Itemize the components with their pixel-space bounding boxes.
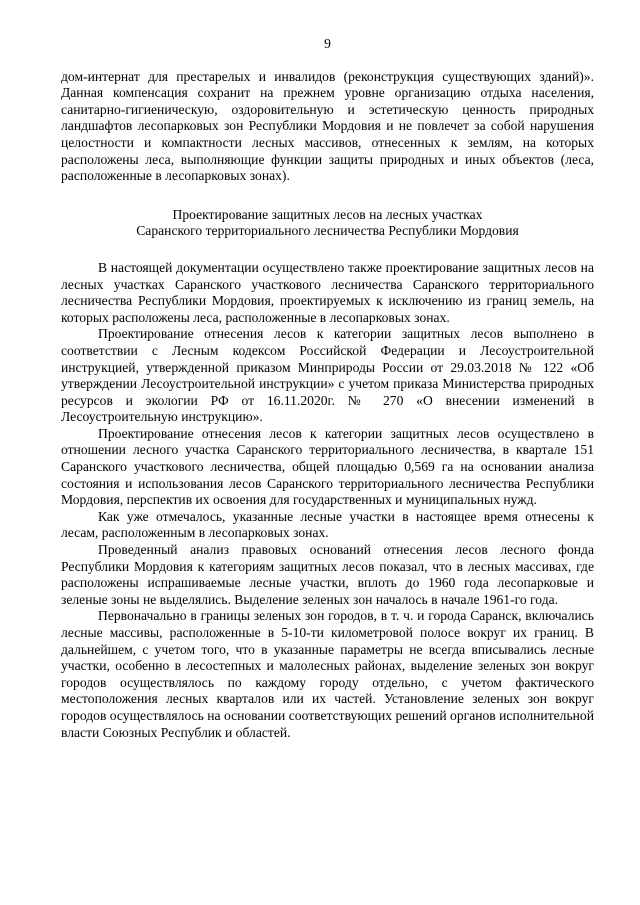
intro-paragraph: дом-интернат для престарелых и инвалидов (реконструкция существующих зданий)». Данная компенсация сохранит на прежнем уровне организацию отдыха населения, санитарно-гигиеническую, оздоровительную и эстетическую ценность природных ландшафтов лесопарковых зон Республики Мордовия и не повлечет за собой нарушения целостности и компактности лесных массивов, отнесенных к землям, на которых расположены леса, выполняющие функции защиты природных и иных объектов (леса, расположенные в лесопарковых зонах). bbox=[61, 68, 594, 184]
section-heading-line-1: Проектирование защитных лесов на лесных участках bbox=[172, 206, 483, 222]
section-heading bbox=[61, 207, 594, 240]
paragraph: Как уже отмечалось, указанные лесные участки в настоящее время отнесены к лесам, расположенным в лесопарковых зонах. bbox=[61, 508, 594, 541]
paragraph: Проведенный анализ правовых оснований отнесения лесов лесного фонда Республики Мордовия к категориям защитных лесов показал, что в лесных массивах, где расположены испрашиваемые лесные участки, вплоть до 1960 года лесопарковые и зеленые зоны не выделялись. Выделение зеленых зон началось в начале 1961-го года. bbox=[61, 542, 594, 607]
paragraph: Первоначально в границы зеленых зон городов, в т. ч. и города Саранск, включались лесные массивы, расположенные в 5-10-ти километровой полосе вокруг их границ. В дальнейшем, с учетом того, что в указанные параметры не всегда вписывались лесные участки, особенно в лесостепных и малолесных районах, выделение зеленых зон вокруг городов осуществлялось по каждому городу отдельно, с учетом фактического местоположения лесных кварталов или их частей. Установление зеленых зон вокруг городов осуществлялось на основании соответствующих решений органов исполнительной власти Союзных Республик и областей. bbox=[61, 608, 594, 740]
paragraph: Проектирование отнесения лесов к категории защитных лесов осуществлено в отношении лесного участка Саранского территориального лесничества, в квартале 151 Саранского участкового лесничества, общей площадью 0,569 га на основании анализа состояния и использования лесов Саранского территориального лесничества Республики Мордовия, перспектив их освоения для государственных и муниципальных нужд. bbox=[61, 425, 594, 508]
section-heading-line-2: Саранского территориального лесничества Республики Мордовия bbox=[136, 223, 519, 239]
page-number: 9 bbox=[324, 36, 331, 51]
paragraph: В настоящей документации осуществлено также проектирование защитных лесов на лесных участках Саранского участкового лесничества Саранского территориального лесничества Республики Мордовия, проектируемых к исключению из границ земель, на которых расположены леса, расположенные в лесопарковых зонах. bbox=[61, 259, 594, 325]
paragraph: Проектирование отнесения лесов к категории защитных лесов выполнено в соответствии с Лесным кодексом Российской Федерации и Лесоустроительной инструкцией, утвержденной приказом Минприроды России от 29.03.2018 № 122 «Об утверждении Лесоустроительной инструкции» с учетом приказа Министерства природных ресурсов и экологии РФ от 16.11.2020г. № 270 «О внесении изменений в Лесоустроительную инструкцию». bbox=[61, 326, 594, 425]
